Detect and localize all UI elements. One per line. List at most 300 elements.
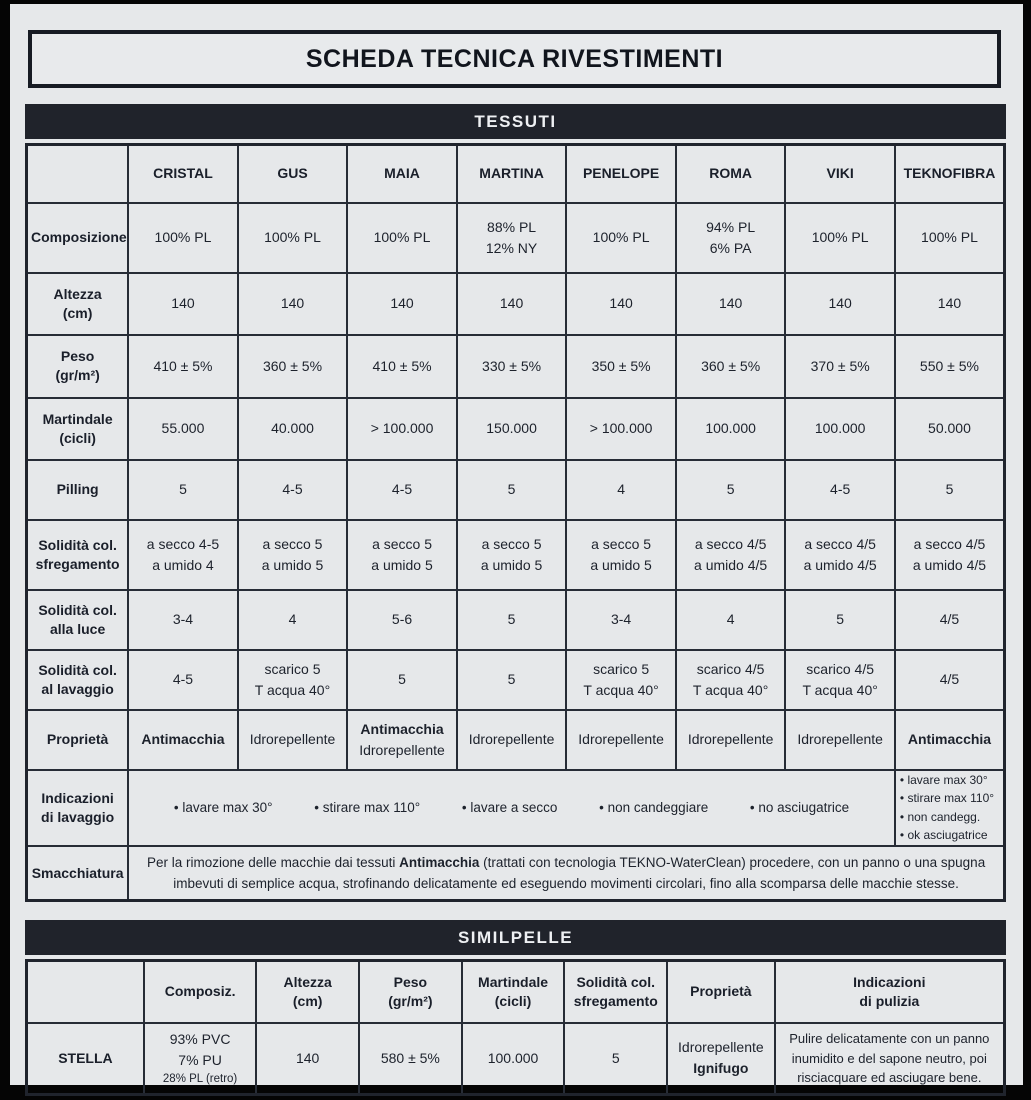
pulizia-cell: Pulire delicatamente con un panno inumidito e del sapone neutro, poi risciacquare ed asciugare bene. xyxy=(775,1023,1005,1095)
table-cell xyxy=(676,460,786,520)
lavaggio-item: • stirare max 110° xyxy=(899,791,995,806)
cell-line: 5 xyxy=(507,611,516,627)
column-header-penelope: PENELOPE xyxy=(566,145,676,203)
column-header-peso xyxy=(359,961,462,1023)
cell-content xyxy=(899,479,1000,500)
cell-line: (cm) xyxy=(292,992,323,1009)
cell-line: al lavaggio xyxy=(41,680,114,697)
lavaggio-item: • stirare max 110° xyxy=(314,799,421,815)
cell-content xyxy=(899,227,1000,248)
smacchiatura-cell xyxy=(128,846,1004,901)
cell-line: 4-5 xyxy=(282,481,303,497)
cell-line: a secco 5 xyxy=(591,535,652,552)
cell-content xyxy=(680,479,782,500)
cell-line: sfregamento xyxy=(573,992,658,1009)
cell-line: 3-4 xyxy=(610,611,632,627)
cell-line: 4-5 xyxy=(172,671,194,687)
cell-line: 100.000 xyxy=(487,1049,539,1066)
table-cell xyxy=(347,398,457,460)
cell-content xyxy=(789,609,891,630)
table-cell xyxy=(238,520,348,590)
cell-line: 93% PVC xyxy=(169,1030,231,1047)
row-label xyxy=(27,460,129,520)
cell-line: 100% PL xyxy=(592,229,650,245)
cell-line: Martindale xyxy=(42,410,113,427)
table-cell xyxy=(566,520,676,590)
cell-line: a secco 4-5 xyxy=(146,535,220,552)
table-cell xyxy=(895,335,1005,398)
table-cell xyxy=(128,520,238,590)
cell-content xyxy=(351,293,453,314)
table-cell xyxy=(676,650,786,710)
table-cell xyxy=(128,590,238,650)
cell-content xyxy=(351,227,453,248)
cell-line: 100% PL xyxy=(921,229,978,245)
cell-line: a secco 4/5 xyxy=(913,535,986,552)
cell-line: 100.000 xyxy=(814,420,866,436)
row-label xyxy=(27,398,129,460)
cell-line: 140 xyxy=(718,295,743,311)
cell-line: 140 xyxy=(937,295,962,311)
paper-sheet xyxy=(10,4,1023,1085)
cell-line: Idrorepellente xyxy=(678,1039,764,1056)
cell-line: Indicazioni xyxy=(41,789,114,806)
row-label-text xyxy=(31,864,124,883)
cell-line: 140 xyxy=(295,1049,320,1066)
table-cell xyxy=(785,590,895,650)
cell-line: 140 xyxy=(280,295,305,311)
table-cell xyxy=(785,460,895,520)
row-label xyxy=(27,335,129,398)
tessuti-section xyxy=(25,104,1006,902)
table-cell xyxy=(895,710,1005,770)
cell-line: T acqua 40° xyxy=(254,681,331,698)
column-header-composiz- xyxy=(144,961,256,1023)
cell-content xyxy=(680,293,782,314)
table-row xyxy=(27,398,1005,460)
column-header-teknofibra: TEKNOFIBRA xyxy=(895,145,1005,203)
lavaggio-item: • lavare a secco xyxy=(461,799,558,815)
table-cell xyxy=(676,273,786,335)
table-cell xyxy=(676,203,786,273)
cell-line: 4 xyxy=(617,481,625,497)
cell-line: scarico 4/5 xyxy=(696,660,765,677)
cell-line: 150.000 xyxy=(486,420,537,436)
row-label-text xyxy=(31,601,124,639)
table-cell xyxy=(238,460,348,520)
cell-content xyxy=(570,609,672,630)
cell-content xyxy=(680,659,782,701)
cell-content xyxy=(789,534,891,576)
table-cell xyxy=(785,273,895,335)
cell-content xyxy=(899,418,1000,439)
cell-line: Idrorepellente xyxy=(687,731,774,747)
table-cell xyxy=(785,520,895,590)
row-label xyxy=(27,770,129,846)
cell-content xyxy=(899,534,1000,576)
cell-line: 140 xyxy=(828,295,852,311)
cell-line: a umido 5 xyxy=(480,556,543,573)
cell-content xyxy=(242,659,344,701)
cell-content xyxy=(351,719,453,761)
cell-content xyxy=(570,659,672,701)
cell-line: 4/5 xyxy=(939,671,960,687)
cell-line: a umido 5 xyxy=(590,556,652,573)
cell-line: Idrorepellente xyxy=(578,731,664,747)
cell-content xyxy=(242,534,344,576)
table-cell xyxy=(895,590,1005,650)
cell-content xyxy=(242,729,344,750)
cell-line: a secco 4/5 xyxy=(694,535,767,552)
cell-line: 5 xyxy=(507,671,516,687)
cell-content xyxy=(570,227,672,248)
column-header-text xyxy=(148,982,252,1001)
row-label xyxy=(27,846,129,901)
cell-line: 4/5 xyxy=(939,611,960,627)
table-row xyxy=(27,710,1005,770)
lavaggio-item: • lavare max 30° xyxy=(899,772,988,787)
cell-line: 360 ± 5% xyxy=(701,357,761,374)
cell-content xyxy=(260,1048,355,1069)
table-row xyxy=(27,460,1005,520)
cell-content xyxy=(242,356,344,377)
cell-line: Antimacchia xyxy=(907,731,992,747)
cell-line: a secco 5 xyxy=(372,535,432,552)
cell-line: 100% PL xyxy=(811,229,869,245)
row-label xyxy=(27,273,129,335)
column-header-cristal: CRISTAL xyxy=(128,145,238,203)
cell-line: a umido 4/5 xyxy=(694,556,768,573)
cell-content xyxy=(680,729,782,750)
cell-line: scarico 5 xyxy=(264,660,321,677)
cell-content xyxy=(570,534,672,576)
cell-line: 140 xyxy=(499,295,524,311)
table-row xyxy=(27,590,1005,650)
table-cell xyxy=(128,710,238,770)
cell-content xyxy=(789,356,891,377)
cell-line: (gr/m²) xyxy=(55,367,100,383)
cell-line: 6% PA xyxy=(709,239,752,256)
cell-line: 5 xyxy=(836,611,845,627)
cell-line: a secco 5 xyxy=(481,535,542,552)
cell-content xyxy=(351,534,453,576)
cell-line: 140 xyxy=(171,295,195,311)
column-header-text xyxy=(568,973,663,1011)
row-label-text xyxy=(31,480,124,499)
cell-line: Proprietà xyxy=(690,983,752,1000)
table-cell xyxy=(347,590,457,650)
composizione-cell xyxy=(144,1023,256,1095)
cell-content xyxy=(461,609,563,630)
table-cell xyxy=(128,335,238,398)
cell-line: 5 xyxy=(945,481,954,497)
table-cell xyxy=(347,273,457,335)
cell-content xyxy=(461,669,563,690)
smacchiatura-segment: Per la rimozione delle macchie dai tessuti xyxy=(147,854,400,870)
table-cell xyxy=(347,650,457,710)
cell-content xyxy=(132,479,234,500)
cell-line: Composiz. xyxy=(164,983,236,1000)
column-header-roma: ROMA xyxy=(676,145,786,203)
cell-line: 55.000 xyxy=(161,420,205,436)
cell-line: Proprietà xyxy=(46,731,109,748)
cell-content xyxy=(899,669,1000,690)
cell-line: 88% PL xyxy=(487,218,537,235)
cell-line: 5 xyxy=(507,481,516,497)
cell-line: 350 ± 5% xyxy=(591,357,651,374)
cell-line: 100.000 xyxy=(705,420,756,436)
cell-content xyxy=(570,293,672,314)
table-cell xyxy=(128,203,238,273)
table-cell xyxy=(457,203,567,273)
table-cell xyxy=(347,335,457,398)
cell-content xyxy=(466,1048,561,1069)
row-label-text xyxy=(31,410,124,448)
cell-line: (cicli) xyxy=(494,992,532,1009)
cell-line: Ignifugo xyxy=(693,1060,749,1077)
similpelle-section-header: SIMILPELLE xyxy=(25,920,1006,955)
corner-cell xyxy=(27,145,129,203)
table-cell xyxy=(566,203,676,273)
cell-line: 410 ± 5% xyxy=(372,357,432,374)
cell-line: (gr/m²) xyxy=(388,992,433,1009)
cell-content xyxy=(570,356,672,377)
table-cell xyxy=(457,520,567,590)
cell-content xyxy=(132,609,234,630)
cell-content xyxy=(363,1048,458,1069)
cell-content xyxy=(680,217,782,259)
cell-line: 330 ± 5% xyxy=(482,357,542,374)
corner-cell xyxy=(27,961,144,1023)
cell-content xyxy=(461,293,563,314)
row-label-text xyxy=(31,730,124,749)
table-cell xyxy=(238,335,348,398)
cell-content xyxy=(789,418,891,439)
cell-content xyxy=(132,729,234,750)
row-label xyxy=(27,590,129,650)
cell-line: 5-6 xyxy=(391,611,413,627)
cell-content xyxy=(570,729,672,750)
cell-content xyxy=(789,293,891,314)
cell-content xyxy=(132,669,234,690)
cell-line: Peso xyxy=(393,973,428,990)
lavaggio-teknofibra-cell xyxy=(895,770,1005,846)
table-row xyxy=(27,520,1005,590)
cell-line: a secco 5 xyxy=(262,535,323,552)
cell-line: a umido 5 xyxy=(261,556,324,573)
cell-line: Smacchiatura xyxy=(31,864,124,881)
cell-content xyxy=(899,356,1000,377)
column-header-text xyxy=(363,973,458,1011)
smacchiatura-segment: (trattati con tecnologia TEKNO-WaterClean) procedere, con un panno o una spugna imbevuti di semplice acqua, strofinando delicatamente ed eseguendo movimenti circolari, fino alla scomparsa delle macchie stesse. xyxy=(173,854,986,892)
cell-content xyxy=(789,479,891,500)
table-row xyxy=(27,650,1005,710)
table-cell xyxy=(457,460,567,520)
cell-line: 4-5 xyxy=(830,481,851,497)
cell-line: Solidità col. xyxy=(38,601,117,618)
cell-content xyxy=(132,293,234,314)
cell-line: 580 ± 5% xyxy=(380,1049,440,1066)
cell-line: Peso xyxy=(60,348,95,365)
page-title-text: SCHEDA TECNICA RIVESTIMENTI xyxy=(305,44,724,73)
cell-line: 50.000 xyxy=(928,420,971,436)
cell-content xyxy=(789,729,891,750)
table-row xyxy=(27,335,1005,398)
table-cell xyxy=(347,460,457,520)
cell-line: 4 xyxy=(288,611,297,627)
row-label xyxy=(27,203,129,273)
table-cell xyxy=(457,650,567,710)
row-label-text xyxy=(31,789,124,827)
table-cell xyxy=(566,335,676,398)
column-header-text xyxy=(779,973,1000,1011)
cell-line: 7% PU xyxy=(178,1051,222,1068)
cell-line: 5 xyxy=(179,481,187,497)
table-cell xyxy=(895,460,1005,520)
table-cell xyxy=(566,650,676,710)
cell-content xyxy=(132,356,234,377)
table-cell xyxy=(566,710,676,770)
table-row xyxy=(27,203,1005,273)
similpelle-header-row xyxy=(27,961,1005,1023)
table-cell xyxy=(785,398,895,460)
cell-line: Idrorepellente xyxy=(249,731,336,747)
row-label xyxy=(27,710,129,770)
altezza-cell xyxy=(256,1023,359,1095)
tessuti-header-row xyxy=(27,145,1005,203)
cell-content xyxy=(461,729,563,750)
proprieta-cell xyxy=(667,1023,775,1095)
tessuti-table xyxy=(25,143,1006,902)
cell-content xyxy=(899,609,1000,630)
cell-line: 28% PL (retro) xyxy=(162,1072,238,1085)
column-header-viki: VIKI xyxy=(785,145,895,203)
cell-line: 3-4 xyxy=(172,611,194,627)
cell-line: scarico 4/5 xyxy=(806,660,874,677)
table-cell xyxy=(238,710,348,770)
cell-content xyxy=(461,479,563,500)
cell-line: Composizione xyxy=(31,229,127,246)
cell-content xyxy=(680,418,782,439)
cell-line: (cicli) xyxy=(59,429,96,446)
row-label-stella: STELLA xyxy=(27,1023,144,1095)
table-cell xyxy=(457,398,567,460)
cell-line: 550 ± 5% xyxy=(919,357,979,374)
cell-line: Idrorepellente xyxy=(797,731,883,747)
solidita-cell xyxy=(564,1023,667,1095)
cell-content xyxy=(351,418,453,439)
cell-line: Idrorepellente xyxy=(359,741,445,758)
table-cell xyxy=(457,710,567,770)
cell-line: 5 xyxy=(726,481,735,497)
table-cell xyxy=(128,650,238,710)
cell-content xyxy=(568,1048,663,1069)
table-cell xyxy=(676,710,786,770)
cell-line: T acqua 40° xyxy=(692,681,769,698)
table-cell xyxy=(895,650,1005,710)
table-cell xyxy=(347,710,457,770)
table-cell xyxy=(676,335,786,398)
cell-content xyxy=(351,356,453,377)
smacchiatura-segment: Antimacchia xyxy=(399,854,480,870)
table-row xyxy=(27,1023,1005,1095)
cell-line: alla luce xyxy=(49,620,106,637)
lavaggio-item: • non candeggiare xyxy=(599,799,709,815)
table-cell xyxy=(238,590,348,650)
cell-line: Antimacchia xyxy=(360,720,444,737)
cell-content xyxy=(680,356,782,377)
page-title xyxy=(28,30,1001,88)
cell-content xyxy=(132,418,234,439)
table-cell xyxy=(238,650,348,710)
cell-line: a umido 4/5 xyxy=(912,556,987,573)
cell-line: a secco 4/5 xyxy=(804,535,876,552)
cell-line: (cm) xyxy=(62,304,93,321)
cell-line: Indicazioni xyxy=(853,973,926,990)
row-label-text xyxy=(31,536,124,574)
table-cell xyxy=(676,398,786,460)
cell-line: a umido 5 xyxy=(371,556,433,573)
lavaggio-shared-cell xyxy=(128,770,895,846)
table-cell xyxy=(566,460,676,520)
cell-line: 94% PL xyxy=(706,218,756,235)
cell-line: 140 xyxy=(390,295,414,311)
table-cell xyxy=(785,650,895,710)
table-cell xyxy=(566,590,676,650)
cell-content xyxy=(680,609,782,630)
cell-content xyxy=(461,418,563,439)
cell-content xyxy=(242,293,344,314)
cell-line: 100% PL xyxy=(373,229,431,245)
table-cell xyxy=(238,273,348,335)
table-cell xyxy=(895,398,1005,460)
lavaggio-item: • no asciugatrice xyxy=(749,799,850,815)
cell-line: > 100.000 xyxy=(370,420,434,436)
cell-line: Solidità col. xyxy=(576,973,656,990)
cell-content xyxy=(899,729,1000,750)
cell-content xyxy=(132,534,234,576)
cell-line: Martindale xyxy=(478,973,549,990)
cell-content xyxy=(899,293,1000,314)
cell-content xyxy=(461,356,563,377)
cell-line: 410 ± 5% xyxy=(153,357,213,374)
tessuti-section-header: TESSUTI xyxy=(25,104,1006,139)
table-cell xyxy=(238,398,348,460)
table-row-lavaggio xyxy=(27,770,1005,846)
table-cell xyxy=(457,273,567,335)
column-header-altezza xyxy=(256,961,359,1023)
table-cell xyxy=(895,203,1005,273)
cell-line: di pulizia xyxy=(859,992,920,1009)
table-cell xyxy=(128,460,238,520)
cell-line: T acqua 40° xyxy=(802,681,878,698)
cell-content xyxy=(789,227,891,248)
cell-content xyxy=(148,1029,252,1088)
cell-line: di lavaggio xyxy=(41,808,115,825)
column-header-gus: GUS xyxy=(238,145,348,203)
table-cell xyxy=(347,203,457,273)
cell-line: 4-5 xyxy=(391,481,413,497)
cell-line: scarico 5 xyxy=(593,660,650,677)
column-header-text xyxy=(671,982,771,1001)
similpelle-table xyxy=(25,959,1006,1096)
column-header-text xyxy=(466,973,561,1011)
similpelle-section xyxy=(25,920,1006,1096)
cell-line: 5 xyxy=(398,671,406,687)
table-cell xyxy=(895,273,1005,335)
cell-line: 12% NY xyxy=(485,239,538,256)
column-header-maia: MAIA xyxy=(347,145,457,203)
